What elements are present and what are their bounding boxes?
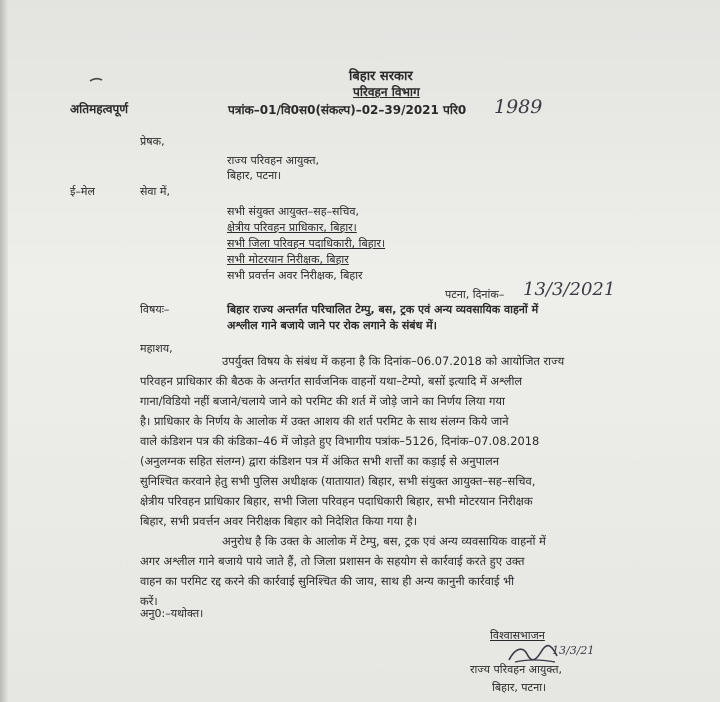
- para1-line: (अनुलग्नक सहित संलग्न) द्वारा कंडिशन पत्र में अंकित सभी शर्त्तों का कड़ाई से अनुपालन: [140, 454, 500, 468]
- department-title: परिवहन विभाग: [353, 85, 420, 99]
- subject-label: विषयः–: [140, 303, 170, 316]
- recipient-3: सभी जिला परिवहन पदाधिकारी, बिहार।: [227, 237, 386, 250]
- para1-line: उपर्युक्त विषय के संबंध में कहना है कि दिनांक–06.07.2018 को आयोजित राज्य: [222, 354, 565, 368]
- government-title: बिहार सरकार: [349, 69, 413, 84]
- signature-handwritten-date: 13/3/21: [552, 644, 595, 657]
- para1-line: है। प्राधिकार के निर्णय के आलोक में उक्त आशय की शर्त परमिट के साथ संलग्न किये जाने: [140, 414, 509, 428]
- page-shadow-edge: [0, 0, 8, 702]
- signature-designation: राज्य परिवहन आयुक्त,: [470, 663, 562, 676]
- body-paragraph-2: [140, 536, 546, 616]
- signature-place: बिहार, पटना।: [492, 681, 547, 694]
- enclosure: अनु0:–यथोक्त।: [140, 607, 204, 620]
- subject-line-1: बिहार राज्य अन्तर्गत परिचालित टेम्पु, बस, ट्रक एवं अन्य व्यवसायिक वाहनों में: [227, 303, 539, 316]
- letter-number-handwritten: 1989: [494, 96, 543, 118]
- recipient-1: सभी संयुक्त आयुक्त–सह–सचिव,: [227, 205, 359, 218]
- para1-line: बिहार, सभी प्रवर्त्तन अवर निरीक्षक बिहार को निदेशित किया गया है।: [140, 514, 418, 528]
- para2-line: करें।: [140, 594, 158, 608]
- recipient-4: सभी मोटरयान निरीक्षक, बिहार: [227, 253, 349, 266]
- recipient-2: क्षेत्रीय परिवहन प्राधिकार, बिहार।: [227, 221, 357, 234]
- date-label: पटना, दिनांक–: [445, 288, 505, 301]
- sender-line-1: राज्य परिवहन आयुक्त,: [227, 154, 319, 167]
- para2-line: अनुरोध है कि उक्त के आलोक में टेम्पु, बस, ट्रक एवं अन्य व्यवसायिक वाहनों में: [222, 534, 546, 548]
- para1-line: वाले कंडिशन पत्र की कंडिका–46 में जोड़ते हुए विभागीय पत्रांक–5126, दिनांक–07.08.2018: [140, 434, 540, 448]
- recipient-5: सभी प्रवर्त्तन अवर निरीक्षक, बिहार: [227, 269, 363, 282]
- sender-label: प्रेषक,: [140, 135, 165, 148]
- priority-label: अतिमहत्वपूर्ण: [70, 102, 129, 116]
- para2-line: अगर अश्लील गाने बजाये पाये जाते हैं, तो जिला प्रशासन के सहयोग से कार्रवाई करते हुए उक्त: [140, 554, 525, 568]
- closing: विश्वासभाजन: [490, 629, 545, 642]
- date-handwritten: 13/3/2021: [523, 279, 616, 300]
- stray-mark: [88, 76, 104, 84]
- para1-line: सुनिश्चित करवाने हेतु सभी पुलिस अधीक्षक (यातायात) बिहार, सभी संयुक्त आयुक्त–सह–सचिव,: [140, 474, 536, 488]
- sender-line-2: बिहार, पटना।: [227, 169, 282, 182]
- letter-number: पत्रांक–01/वि0स0(संकल्प)–02–39/2021 परि0: [228, 103, 467, 117]
- para2-line: वाहन का परमिट रद्द करने की कार्रवाई सुनिश्चित की जाय, साथ ही अन्य कानुनी कार्रवाई भी: [140, 574, 515, 588]
- para1-line: गाना/विडियो नहीं बजाने/चलाये जाने को परमिट की शर्त में जोड़े जाने का निर्णय लिया गया: [140, 394, 505, 408]
- para1-line: क्षेत्रीय परिवहन प्राधिकार बिहार, सभी जिला परिवहन पदाधिकारी बिहार, सभी मोटरयान निरीक्षक: [140, 494, 533, 508]
- para1-line: परिवहन प्राधिकार की बैठक के अन्तर्गत सार्वजनिक वाहनों यथा–टेम्पो, बसों इत्यादि में अश्लील: [140, 374, 523, 388]
- subject-line-2: अश्लील गाने बजाये जाने पर रोक लगाने के संबंध में।: [227, 319, 437, 332]
- salutation: महाशय,: [140, 342, 173, 355]
- body-paragraph-1: [140, 356, 564, 536]
- email-label: ई–मेल: [70, 185, 95, 198]
- recipients-label: सेवा में,: [140, 185, 170, 198]
